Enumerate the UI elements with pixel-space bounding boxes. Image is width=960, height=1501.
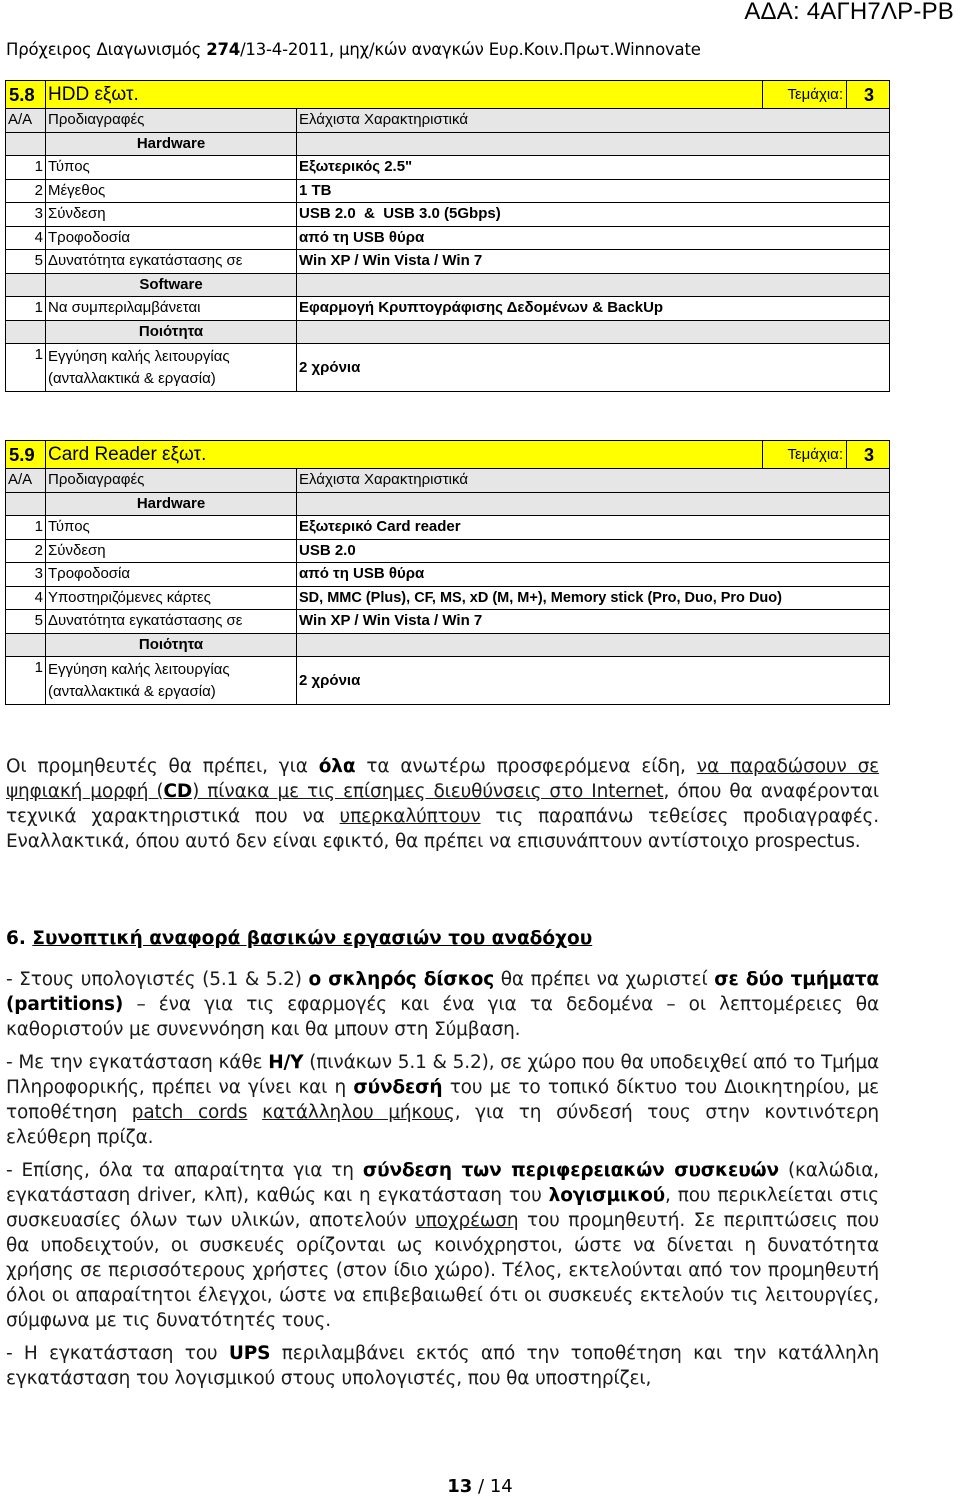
card-column-header-row — [6, 469, 890, 493]
card-reader-spec-table — [5, 440, 890, 705]
hdd-col-aa: Α/Α — [6, 109, 46, 133]
hdd-qty: 3 — [847, 81, 890, 109]
card-qty-label: Τεμάχια: — [763, 441, 847, 469]
table-row: 1 Να συμπεριλαμβάνεται Εφαρμογή Κρυπτογράφισης Δεδομένων & BackUp — [6, 297, 890, 321]
hdd-group-software-label: Software — [46, 273, 297, 297]
card-section-name: Card Reader εξωτ. — [46, 441, 763, 469]
card-section-number: 5.9 — [6, 441, 46, 469]
hdd-section-name: HDD εξωτ. — [46, 81, 763, 109]
table-row: 4 Υποστηριζόμενες κάρτες SD, MMC (Plus), CF, MS, xD (M, M+), Memory stick (Pro, Duo, Pro Duo) — [6, 586, 890, 610]
hdd-section-number: 5.8 — [6, 81, 46, 109]
table-row: 1 Τύπος Εξωτερικός 2.5" — [6, 156, 890, 180]
section-6-paragraph-2: - Με την εγκατάσταση κάθε Η/Υ (πινάκων 5.1 & 5.2), σε χώρο που θα υποδειχθεί από το Τμήμα Πληροφορικής, πρέπει να γίνει και η σύνδεσή του με το τοπικό δίκτυο του Διοικητηρίου, με τοποθέτηση patch cords κατάλληλου μήκους, για τη σύνδεσή τους στην κοντινότερη ελεύθερη πρίζα. — [6, 1052, 879, 1148]
table-row: 5 Δυνατότητα εγκατάστασης σε Win XP / Win Vista / Win 7 — [6, 250, 890, 274]
card-col-aa: Α/Α — [6, 469, 46, 493]
hdd-group-hardware-label: Hardware — [46, 132, 297, 156]
page-number: 13 / 14 — [447, 1476, 513, 1497]
table-row: 5 Δυνατότητα εγκατάστασης σε Win XP / Win Vista / Win 7 — [6, 610, 890, 634]
table-row: 3 Τροφοδοσία από τη USB θύρα — [6, 563, 890, 587]
table-row: 3 Σύνδεση USB 2.0 & USB 3.0 (5Gbps) — [6, 203, 890, 227]
section-6-paragraph-3: - Επίσης, όλα τα απαραίτητα για τη σύνδεση των περιφερειακών συσκευών (καλώδια, εγκατάσταση driver, κλπ), καθώς και η εγκατάσταση του λογισμικού, που περικλείεται στις συσκευασίες όλων των υλικών, αποτελούν υποχρέωση του προμηθευτή. Σε περιπτώσεις που θα υποδειχτούν, οι συσκευές ορίζονται ως κοινόχρηστοι, ώστε να δίνεται η δυνατότητα χρήσης σε περισσότερους χρήστες (στον ίδιο χώρο). Τέλος, εκτελούνται από τον προμηθευτή όλοι οι απαραίτητοι έλεγχοι, ώστε να επιβεβαιωθεί ότι οι συσκευές εκτελούν τις λειτουργίες, σύμφωνα με τις δυνατότητές τους. — [6, 1160, 880, 1331]
header-prefix: Πρόχειρος Διαγωνισμός — [6, 40, 207, 59]
card-col-spec: Προδιαγραφές — [46, 469, 297, 493]
ada-code: ΑΔΑ: 4ΑΓΗ7ΛΡ-ΡΒ — [744, 0, 954, 25]
section-6-paragraph-1: - Στους υπολογιστές (5.1 & 5.2) ο σκληρός δίσκος θα πρέπει να χωριστεί σε δύο τμήματα (partitions) – ένα για τις εφαρμογές και ένα για τα δεδομένα – οι λεπτομέρειες θα καθοριστούν με συνεννόηση και θα μπουν στη Σύμβαση. — [6, 969, 879, 1040]
card-col-min: Ελάχιστα Χαρακτηριστικά — [297, 469, 890, 493]
section-6-heading: 6. Συνοπτική αναφορά βασικών εργασιών του αναδόχου — [6, 928, 593, 949]
hdd-group-hardware — [6, 132, 890, 156]
hdd-col-spec: Προδιαγραφές — [46, 109, 297, 133]
hdd-qty-label: Τεμάχια: — [763, 81, 847, 109]
card-group-hardware — [6, 492, 890, 516]
card-group-quality — [6, 633, 890, 657]
table-row: 2 Σύνδεση USB 2.0 — [6, 539, 890, 563]
header-suffix: /13-4-2011, μηχ/κών αναγκών Ευρ.Κοιν.Πρωτ.Winnovate — [240, 40, 701, 59]
table-row: 1 Εγγύηση καλής λειτουργίας (ανταλλακτικά & εργασία) 2 χρόνια — [6, 344, 890, 392]
hdd-group-quality — [6, 320, 890, 344]
section-6-body — [6, 967, 879, 1399]
header-number: 274 — [206, 40, 241, 59]
supplier-note — [6, 754, 879, 862]
table-row: 1 Τύπος Εξωτερικό Card reader — [6, 516, 890, 540]
table-row: 4 Τροφοδοσία από τη USB θύρα — [6, 226, 890, 250]
table-row: 2 Μέγεθος 1 TB — [6, 179, 890, 203]
card-title-row — [6, 441, 890, 469]
hdd-column-header-row — [6, 109, 890, 133]
card-qty: 3 — [847, 441, 890, 469]
hdd-group-software — [6, 273, 890, 297]
card-group-quality-label: Ποιότητα — [46, 633, 297, 657]
table-row: 1 Εγγύηση καλής λειτουργίας (ανταλλακτικά & εργασία) 2 χρόνια — [6, 657, 890, 705]
hdd-spec-table — [5, 80, 890, 392]
section-6-paragraph-4: - Η εγκατάσταση του UPS περιλαμβάνει εκτός από την τοποθέτηση και την κατάλληλη εγκατάσταση του λογισμικού στους υπολογιστές, που θα υποστηρίζει, — [6, 1343, 879, 1389]
hdd-title-row — [6, 81, 890, 109]
hdd-col-min: Ελάχιστα Χαρακτηριστικά — [297, 109, 890, 133]
hdd-group-quality-label: Ποιότητα — [46, 320, 297, 344]
card-group-hardware-label: Hardware — [46, 492, 297, 516]
supplier-note-paragraph: Οι προμηθευτές θα πρέπει, για όλα τα ανωτέρω προσφερόμενα είδη, να παραδώσουν σε ψηφιακή μορφή (CD) πίνακα με τις επίσημες διευθύνσεις στο Internet, όπου θα αναφέρονται τεχνικά χαρακτηριστικά που να υπερκαλύπτουν τις παραπάνω τεθείσες προδιαγραφές. Εναλλακτικά, όπου αυτό δεν είναι εφικτό, θα πρέπει να επισυνάπτουν αντίστοιχο prospectus. — [6, 756, 880, 852]
running-header — [6, 40, 701, 59]
